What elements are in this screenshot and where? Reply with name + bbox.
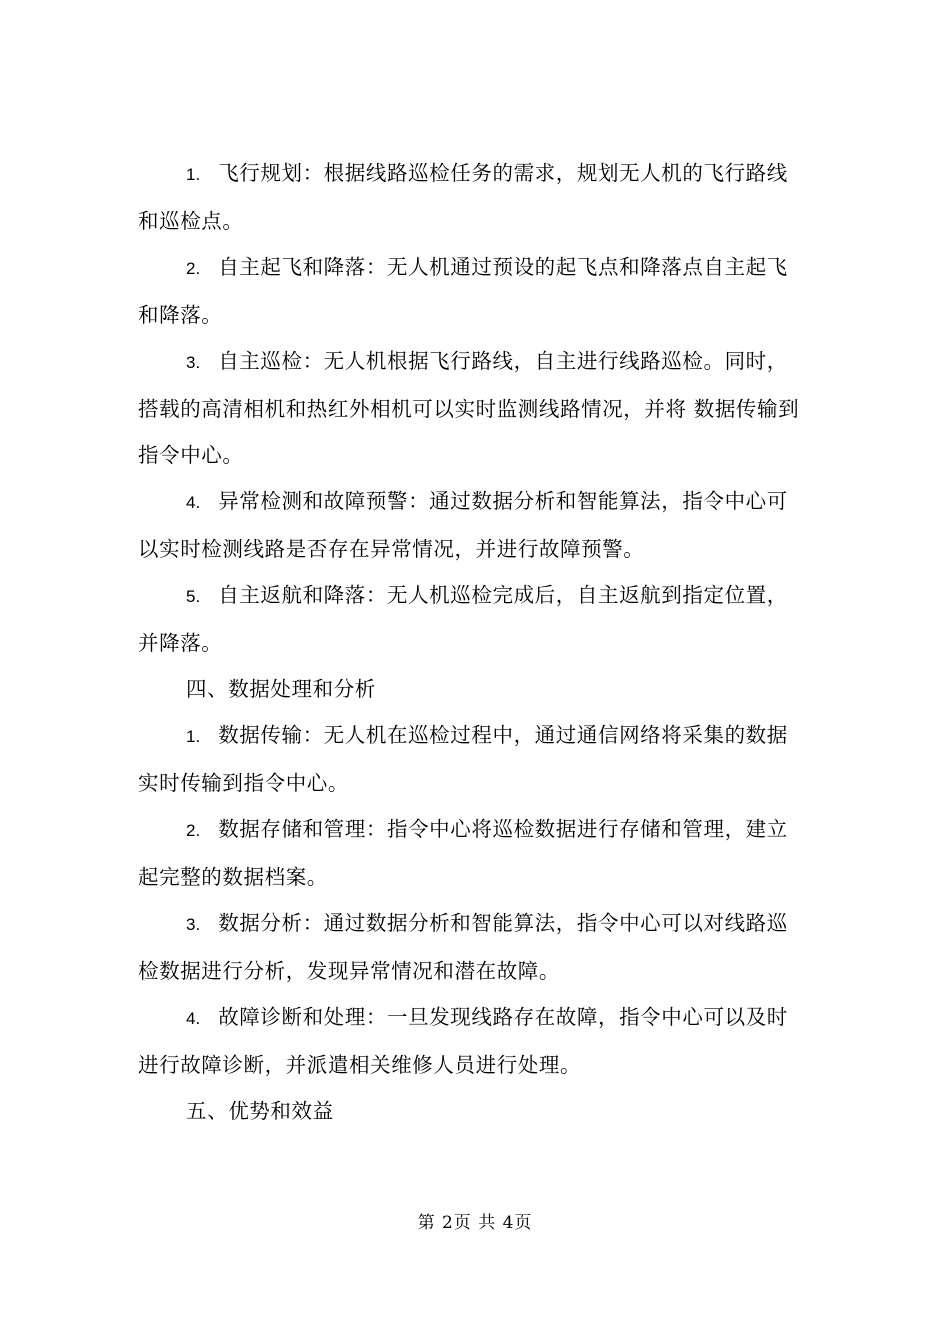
- item-text: 自主巡检：无人机根据飞行路线，自主进行线路巡检。同时，搭载的高清相机和热红外相机可以实时监测线路情况，并将 数据传输到指令中心。: [138, 349, 800, 467]
- item-number: 2.: [186, 259, 201, 278]
- list-item: [138, 806, 808, 900]
- list-item: [138, 900, 808, 994]
- item-text: 异常检测和故障预警：通过数据分析和智能算法，指令中心可以实时检测线路是否存在异常情况，并进行故障预警。: [138, 489, 788, 561]
- item-text: 数据分析：通过数据分析和智能算法，指令中心可以对线路巡检数据进行分析，发现异常情况和潜在故障。: [138, 911, 788, 983]
- item-text: 故障诊断和处理：一旦发现线路存在故障，指令中心可以及时进行故障诊断，并派遣相关维修人员进行处理。: [138, 1005, 788, 1077]
- item-number: 3.: [186, 353, 201, 372]
- item-number: 1.: [186, 727, 201, 746]
- section-heading: 五、优势和效益: [186, 1099, 334, 1123]
- item-number: 4.: [186, 1009, 201, 1028]
- section-heading: 四、数据处理和分析: [186, 677, 376, 701]
- item-text: 自主返航和降落：无人机巡检完成后，自主返航到指定位置，并降落。: [138, 583, 788, 655]
- document-body: [138, 150, 808, 1134]
- item-number: 5.: [186, 587, 201, 606]
- item-text: 数据存储和管理：指令中心将巡检数据进行存储和管理，建立起完整的数据档案。: [138, 817, 788, 889]
- item-number: 2.: [186, 821, 201, 840]
- list-item: [138, 478, 808, 572]
- item-number: 1.: [186, 165, 201, 184]
- list-item: [138, 244, 808, 338]
- page-number-footer: 第 2页 共 4页: [417, 1213, 533, 1233]
- list-item: [138, 994, 808, 1088]
- list-item: [138, 150, 808, 244]
- list-item: [138, 712, 808, 806]
- list-item: [138, 572, 808, 666]
- item-text: 飞行规划：根据线路巡检任务的需求，规划无人机的飞行路线和巡检点。: [138, 161, 788, 233]
- item-number: 4.: [186, 493, 201, 512]
- item-number: 3.: [186, 915, 201, 934]
- item-text: 自主起飞和降落：无人机通过预设的起飞点和降落点自主起飞和降落。: [138, 255, 788, 327]
- list-item: [138, 338, 808, 478]
- item-text: 数据传输：无人机在巡检过程中，通过通信网络将采集的数据实时传输到指令中心。: [138, 723, 788, 795]
